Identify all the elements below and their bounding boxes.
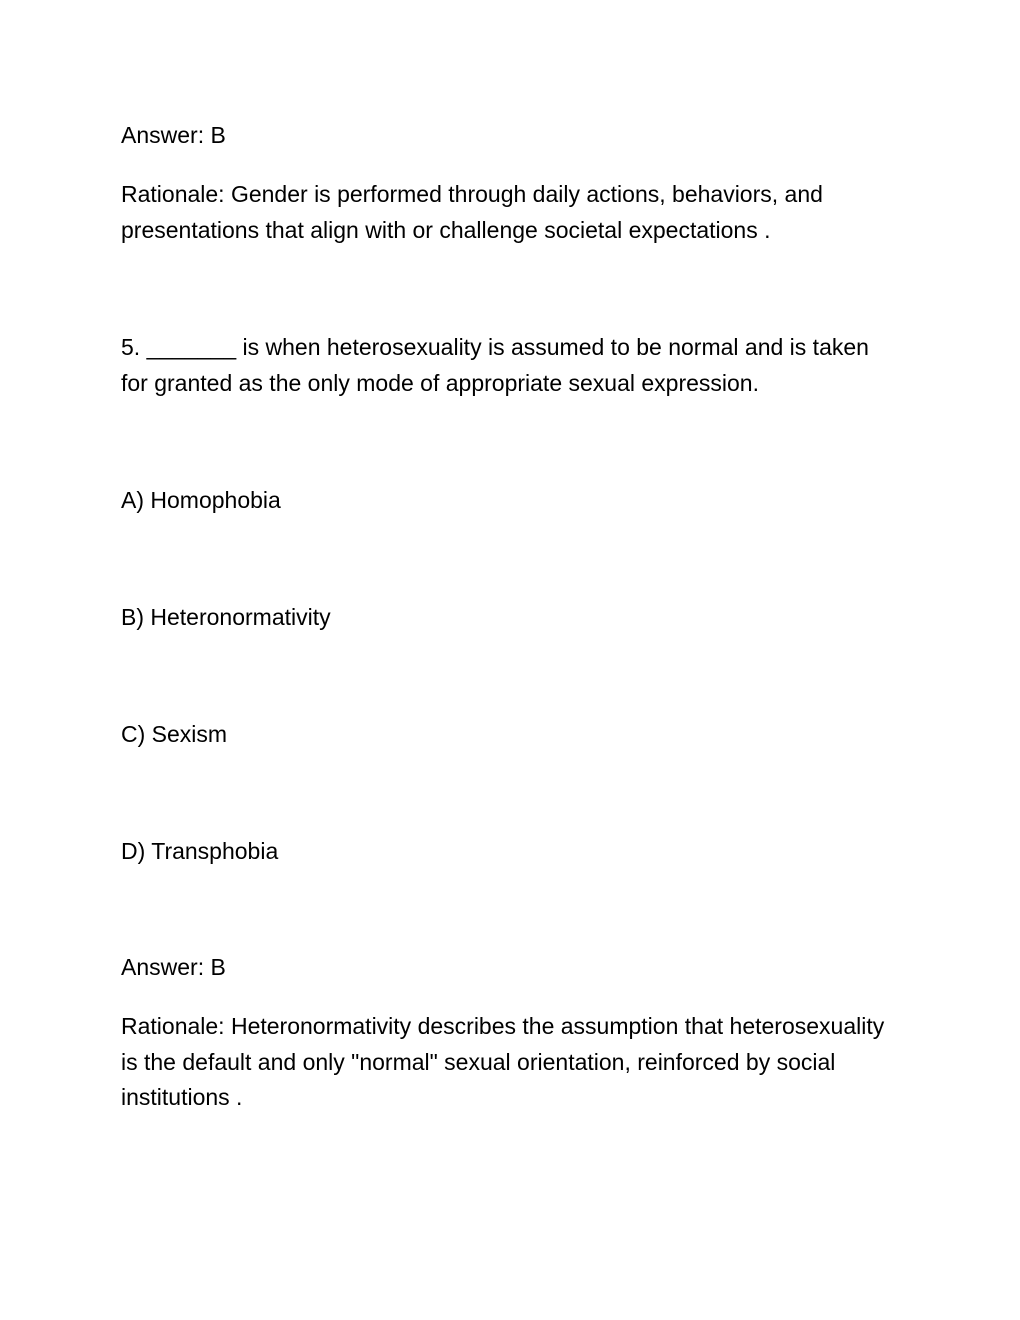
previous-answer: Answer: B (121, 122, 226, 148)
option-b: B) Heteronormativity (121, 604, 331, 630)
question-5-rationale: Rationale: Heteronormativity describes the assumption that heterosexuality is the default and only "normal" sexual orientation, reinforced by social institutions . (121, 1013, 891, 1110)
previous-rationale: Rationale: Gender is performed through daily actions, behaviors, and presentations that align with or challenge societal expectations . (121, 181, 830, 243)
option-a: A) Homophobia (121, 487, 281, 513)
option-c: C) Sexism (121, 721, 228, 747)
question-5-stem: 5. _______ is when heterosexuality is assumed to be normal and is taken for granted as the only mode of appropriate sexual expression. (121, 334, 876, 396)
option-d: D) Transphobia (121, 838, 279, 864)
question-5-answer: Answer: B (121, 954, 226, 980)
